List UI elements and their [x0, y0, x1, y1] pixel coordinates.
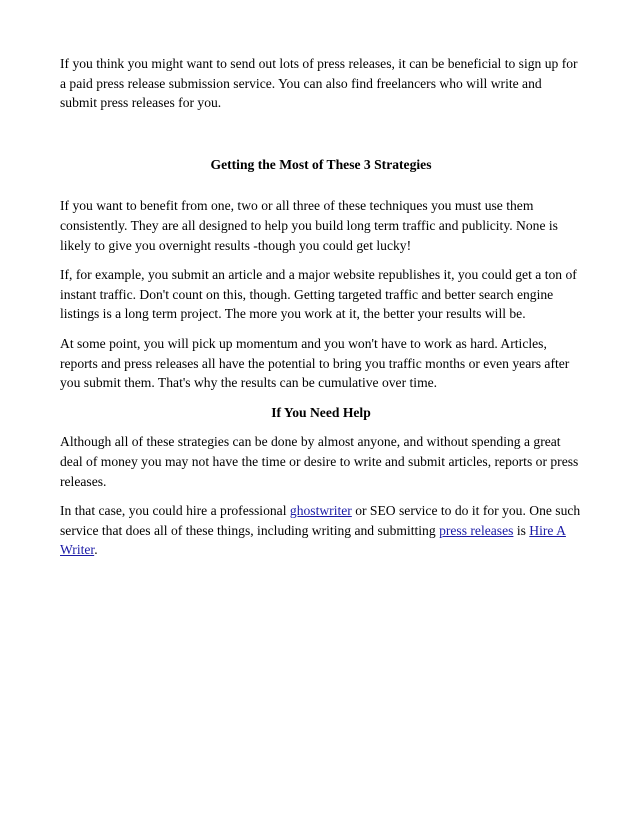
paragraph-time-or-desire: Although all of these strategies can be done by almost anyone, and without spending a great deal of money you may not have the time or desire to write and submit articles, reports or press releases. [60, 434, 579, 489]
paragraph-consistency: If you want to benefit from one, two or all three of these techniques you must use them consistently. They are all designed to help you build long term traffic and publicity. None is likely to give you overnight results -though you could get lucky! [60, 198, 558, 253]
paragraph-momentum: At some point, you will pick up momentum and you won't have to work as hard. Articles, reports and press releases all have the potential to bring you traffic months or even years after you submit them. That's why the results can be cumulative over time. [60, 335, 570, 391]
ghostwriter-link[interactable]: ghostwriter [289, 503, 352, 519]
document-page [60, 54, 582, 560]
heading-if-you-need-help: If You Need Help [271, 404, 371, 420]
paragraph-press-release-services: If you think you might want to send out lots of press releases, it can be beneficial to sign up for a paid press release submission service. You can also find freelancers who will write and submit press releases for you. [60, 56, 578, 111]
paragraph-text: or SEO service to do it for you. One such service that does all of these things, including writing and submitting [60, 503, 581, 538]
paragraph-hire-service [60, 501, 582, 560]
press-releases-link[interactable]: press releases [439, 522, 514, 538]
paragraph-text: . [94, 542, 98, 558]
hire-a-writer-link[interactable]: Hire A Writer [60, 522, 566, 558]
heading-getting-the-most: Getting the Most of These 3 Strategies [210, 156, 432, 172]
paragraph-example: If, for example, you submit an article and a major website republishes it, you could get a ton of instant traffic. Don't count on this, though. Getting targeted traffic and better search engine listings is a long term project. The more you work at it, the better your results will be. [60, 267, 577, 322]
paragraph-text: In that case, you could hire a professional [60, 503, 290, 519]
paragraph-text: is [513, 522, 530, 538]
